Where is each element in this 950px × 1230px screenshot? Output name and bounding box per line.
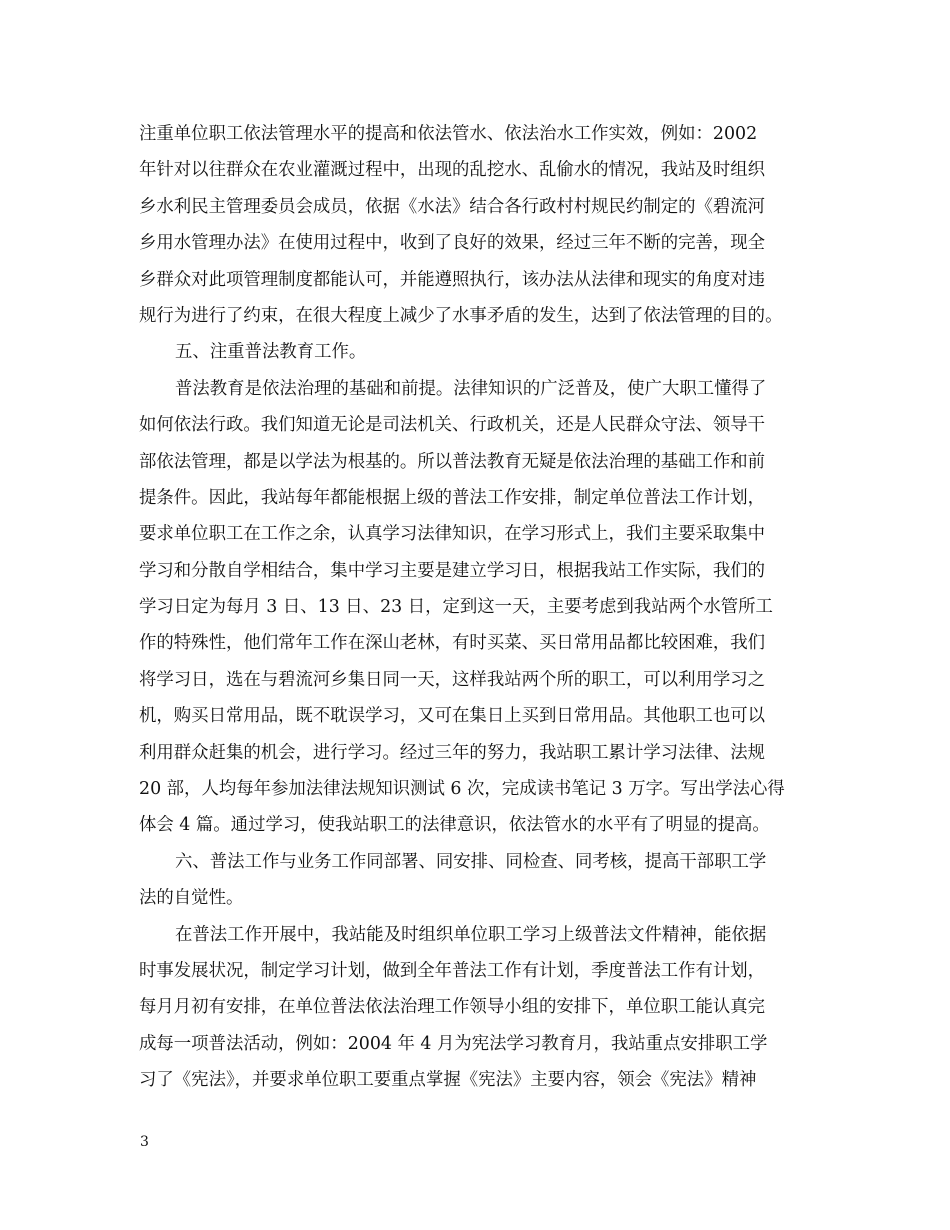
text-line: 乡用水管理办法》在使用过程中，收到了良好的效果，经过三年不断的完善，现全 (139, 233, 766, 254)
text-line: 学习和分散自学相结合，集中学习主要是建立学习日，根据我站工作实际，我们的 (139, 560, 766, 581)
text-line: 要求单位职工在工作之余，认真学习法律知识，在学习形式上，我们主要采取集中 (139, 524, 766, 545)
text-line: 利用群众赶集的机会，进行学习。经过三年的努力，我站职工累计学习法律、法规 (139, 742, 766, 763)
text-line: 普法教育是依法治理的基础和前提。法律知识的广泛普及，使广大职工懂得了 (175, 378, 767, 399)
text-line: 部依法管理，都是以学法为根基的。所以普法教育无疑是依法治理的基础工作和前 (139, 451, 766, 472)
text-line: 乡水利民主管理委员会成员，依据《水法》结合各行政村村规民约制定的《碧流河 (139, 196, 766, 217)
text-line: 每月月初有安排，在单位普法依法治理工作领导小组的安排下，单位职工能认真完 (139, 997, 766, 1018)
text-line: 六、普法工作与业务工作同部署、同安排、同检查、同考核，提高干部职工学 (175, 851, 767, 872)
text-line: 体会 4 篇。通过学习，使我站职工的法律意识，依法管水的水平有了明显的提高。 (139, 815, 770, 836)
text-line: 法的自觉性。 (139, 888, 244, 909)
text-line: 五、注重普法教育工作。 (175, 342, 367, 363)
page-number: 3 (140, 1134, 149, 1150)
text-line: 成每一项普法活动，例如：2004 年 4 月为宪法学习教育月，我站重点安排职工学 (139, 1033, 768, 1054)
body-text (139, 116, 819, 1099)
text-line: 学习日定为每月 3 日、13 日、23 日，定到这一天，主要考虑到我站两个水管所工 (139, 597, 773, 618)
text-line: 作的特殊性，他们常年工作在深山老林，有时买菜、买日常用品都比较困难，我们 (139, 633, 766, 654)
text-line: 20 部，人均每年参加法律法规知识测试 6 次，完成读书笔记 3 万字。写出学法心得 (139, 779, 785, 800)
text-line: 如何依法行政。我们知道无论是司法机关、行政机关，还是人民群众守法、领导干 (139, 415, 766, 436)
text-line: 习了《宪法》，并要求单位职工要重点掌握《宪法》主要内容，领会《宪法》精神 (139, 1070, 757, 1091)
text-line: 提条件。因此，我站每年都能根据上级的普法工作安排，制定单位普法工作计划， (139, 487, 766, 508)
text-line: 乡群众对此项管理制度都能认可，并能遵照执行，该办法从法律和现实的角度对违 (139, 269, 766, 290)
text-line: 机，购买日常用品，既不耽误学习，又可在集日上买到日常用品。其他职工也可以 (139, 706, 766, 727)
text-line: 注重单位职工依法管理水平的提高和依法管水、依法治水工作实效，例如：2002 (139, 124, 758, 144)
text-line: 将学习日，选在与碧流河乡集日同一天，这样我站两个所的职工，可以利用学习之 (139, 669, 766, 690)
text-line: 在普法工作开展中，我站能及时组织单位职工学习上级普法文件精神，能依据 (175, 924, 767, 945)
text-line: 时事发展状况，制定学习计划，做到全年普法工作有计划，季度普法工作有计划， (139, 960, 766, 981)
text-line: 年针对以往群众在农业灌溉过程中，出现的乱挖水、乱偷水的情况，我站及时组织 (139, 160, 766, 181)
text-line: 规行为进行了约束，在很大程度上减少了水事矛盾的发生，达到了依法管理的目的。 (139, 305, 783, 326)
